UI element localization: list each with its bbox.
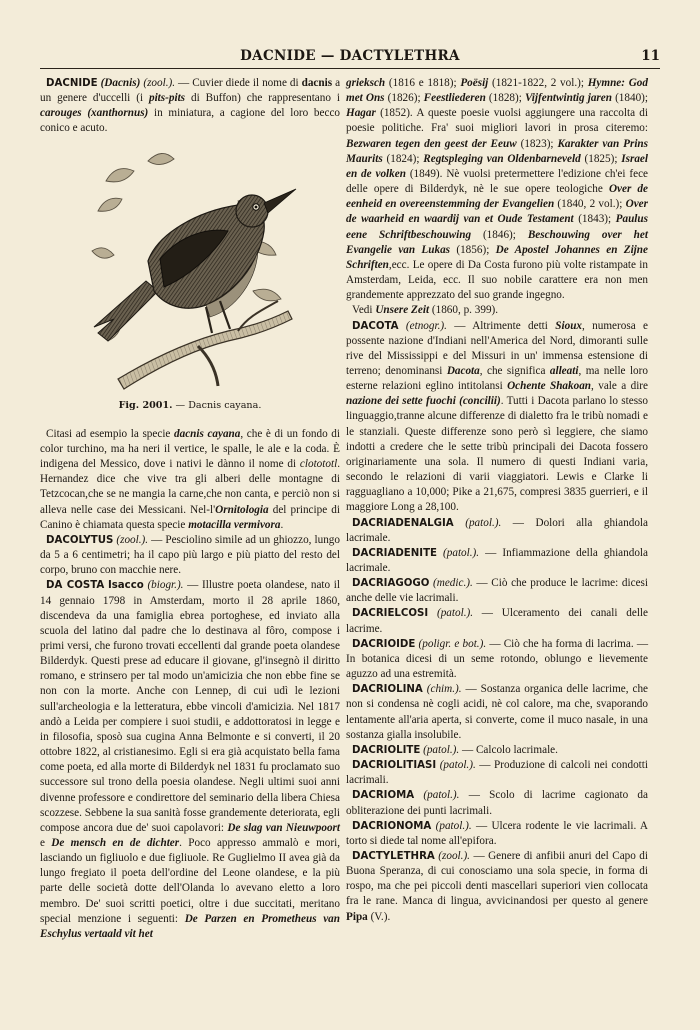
emphasis: Beschouwing over het Evangelie van Lukas	[346, 228, 648, 256]
entry-text: (1828);	[485, 92, 525, 105]
entry-text: (V.).	[367, 910, 391, 923]
latin-name: (Dacnis)	[100, 77, 141, 89]
entry-text: — Scolo di lacrime cagionato da obliterazione dei punti lacrimali.	[346, 789, 648, 817]
entry-dacriadenite	[346, 546, 648, 576]
entry-text: (1826);	[384, 92, 424, 105]
entry-tag: (patol.).	[423, 789, 460, 802]
see-also	[346, 303, 648, 318]
bird-figure	[40, 141, 340, 396]
emphasis: Over de eenheid en overeenstemming der Evangelien	[346, 183, 648, 211]
entry-text: . Poco appresso ammalò e mori, lasciando un figliuolo e due figliuole. Re Guglielmo II avea già da lungo fregiato il poeta dell'ordine del Leone olandese, e la più parte delle società dotte dell'Olanda lo avevano eletto a loro membro. De' suoi scritti poetici, oltre i due succitati, meritano special menzione i seguenti:	[40, 837, 341, 925]
headword: DACRIOMA	[352, 790, 415, 802]
headword: DACNIDE	[46, 78, 98, 89]
emphasis: De mensch en de dichter	[51, 837, 180, 849]
emphasis: Karakter van Prins Maurits	[346, 137, 649, 165]
entry-tag: (patol.).	[436, 607, 474, 620]
entry-text: — Dolori alla ghiandola lacrimale.	[346, 516, 648, 544]
entry-text: (1840);	[611, 92, 649, 105]
entry-text: (1824);	[382, 152, 424, 165]
entry-tag: (patol.).	[435, 819, 472, 832]
entry-tag: (chim.).	[426, 683, 462, 696]
emphasis: De slag van Nieuwpoort	[227, 821, 340, 834]
emphasis: De Apostel Johannes en Zijne Schriften	[346, 243, 648, 271]
entry-text: ,ecc. Le opere di Da Costa furono più volte ristampate in Amsterdam, Leida, ecc. Il suo nobile carattere era non men grandemente apprezzato del suo grande ingegno.	[346, 258, 648, 302]
headword: DACRIOLINA	[352, 684, 423, 696]
entry-text: di Buffon) che rappresentano i	[185, 92, 340, 105]
entry-tag: (zool.).	[438, 849, 470, 862]
headword: DACOTA	[352, 320, 399, 332]
bird-illustration-icon	[88, 141, 298, 391]
entry-dacosta	[40, 578, 340, 942]
entry-tag: (patol.).	[465, 516, 502, 529]
entry-text: — Ciò che produce le lacrime: dicesi anche delle vie lacrimali.	[346, 577, 648, 605]
entry-text: in miniatura, a cagione del loro becco conico e acuto.	[40, 107, 341, 135]
entry-text: Citasi ad esempio la specie	[46, 427, 174, 440]
headword: DACRIOLITE	[352, 744, 421, 756]
entry-tag: (biogr.).	[147, 579, 184, 592]
entry-text: — Sostanza organica delle lacrime, che non si condensa nè cogli acidi, nè col calore, ma che, svaporando lentamente all'aria aperta, si converte, come il muco nasale, in una sostanza gialla insolubile.	[346, 683, 649, 741]
entry-text: (1840, 2 vol.);	[554, 198, 626, 211]
entry-tag: (patol.).	[443, 546, 480, 559]
entry-dacrielcosi	[346, 606, 648, 636]
entry-text: — Ulcera rodente le vie lacrimali. A torto si diede tal nome all'epifora.	[346, 819, 648, 847]
left-column	[40, 76, 340, 942]
entry-text: . Tutti i Dacota parlano lo stesso linguaggio,tranne alcune differenze di dialetto fra le tribù nomadi e le stanziali. Queste differenze sono però sì leggiere, che siamo indotti a credere che le sette tribù principali dei Dacota fossero originariamente una sola. Il numero di questi Indiani varia, secondo le relazioni di varii viaggiatori. Lewis e Clarke li ragguagliano a 10,000; Pike a 21,675, compresi 3835 guerrieri, e il maggiore Long a 28,100.	[346, 395, 648, 514]
emphasis: motacilla vermivora	[188, 518, 281, 531]
entry-dacolytus	[40, 533, 340, 578]
entry-text: , che è di un fondo di color turchino, ma ha neri il vertice, le spalle, le ale e la coda. È indigena del Messico, dove i nativi le dànno il nome di	[40, 427, 340, 471]
entry-text: (1846);	[471, 228, 528, 241]
emphasis: De Parzen en Prometheus van Eschylus vertaald vit het	[40, 912, 340, 940]
entry-dacnide	[40, 76, 340, 137]
emphasis: Hymne: God met Ons	[346, 77, 648, 105]
headword: DACRIELCOSI	[352, 608, 429, 620]
caption-label: Fig. 2001.	[118, 399, 173, 411]
entry-text: del principe di Canino è chiamata questa specie	[40, 503, 340, 531]
emphasis: Unsere Zeit	[375, 304, 430, 317]
entry-text: — Genere di anfibii anuri del Capo di Buona Speranza, di cui conosciamo una sola specie, in forma di rospo, ma che pei piccoli denti mascellari superiori vien collocata fra le rane. Manca di lingua, avvicinandosi per questo al genere	[346, 849, 649, 908]
emphasis: dacnis cayana	[174, 427, 241, 440]
headword: DACRIADENITE	[352, 547, 437, 559]
entry-dacriolina	[346, 682, 648, 743]
emphasis: Paulus eene Schriftbeschouwing	[346, 213, 648, 241]
entry-text: , vale a dire	[591, 380, 648, 393]
entry-text: e	[40, 837, 52, 849]
emphasis: Regtspleging van Oldenbarneveld	[423, 152, 581, 165]
emphasis: Vijfentwintig jaren	[524, 92, 612, 105]
emphasis: grieksch	[346, 77, 386, 89]
entry-text: — Ulceramento dei canali delle lacrime.	[346, 607, 649, 635]
entry-text: — Produzione di calcoli nei condotti lacrimali.	[346, 759, 648, 787]
headword: DACTYLETHRA	[352, 850, 435, 862]
entry-tag: (patol.).	[423, 743, 460, 756]
entry-text: a un genere d'uccelli (i	[40, 77, 341, 105]
headword: DACRIADENALGIA	[352, 517, 454, 529]
headword: DACRIONOMA	[352, 820, 432, 832]
emphasis: clotototl	[299, 458, 338, 471]
entry-dacrionoma	[346, 819, 648, 849]
entry-text: , ma nelle loro esterne relazioni eglino intitolansi	[346, 364, 648, 393]
caption-text: — Dacnis cayana.	[175, 399, 262, 411]
emphasis: Hagar	[346, 107, 376, 120]
entry-dacota	[346, 319, 648, 516]
entry-dacrioma	[346, 788, 648, 818]
entry-dacriolite	[346, 743, 648, 758]
emphasis: Sioux	[555, 319, 583, 332]
entry-text: , che significa	[479, 364, 550, 377]
entry-text: .	[280, 518, 284, 531]
emphasis: Dacota	[446, 364, 480, 377]
entry-text: Vedi	[352, 304, 376, 317]
running-title: DACNIDE — DACTYLETHRA	[240, 48, 460, 64]
entry-dacriolitiasi	[346, 758, 648, 788]
entry-text: , numerosa e possente nazione d'Indiani nell'America del Nord, dimoranti sulle rive del Mississippi e del Missuri in un' immensa estensione di terreno; denominansi	[346, 319, 648, 377]
emphasis: nazione dei sette fuochi (concilii)	[346, 395, 501, 408]
page-number: 11	[641, 48, 660, 64]
entry-text: (1856);	[450, 243, 496, 256]
emphasis: Bezwaren tegen den geest der Eeuw	[346, 137, 517, 150]
right-column	[346, 76, 648, 925]
emphasis: pits-pits	[148, 92, 186, 105]
emphasis: Feestliederen	[423, 92, 486, 105]
emphasis: Over de waarheid en waardij van et Oude Testament	[346, 198, 648, 226]
entry-tag: (zool.).	[116, 533, 149, 546]
entry-tag: (medic.).	[433, 577, 473, 590]
entry-text: — Altrimente detti	[446, 319, 556, 332]
entry-text: — Infiammazione della ghiandola lacrimale.	[346, 546, 649, 574]
page-header	[40, 48, 660, 69]
headword: DA COSTA	[46, 580, 105, 592]
entry-text: — Cuvier diede il nome di	[175, 77, 302, 89]
entry-text: (1821-1822, 2 vol.);	[488, 77, 588, 89]
entry-text: (1823);	[516, 137, 558, 150]
entry-text: (1860, p. 399).	[429, 304, 499, 317]
entry-tag: (patol.).	[439, 759, 476, 772]
entry-dactylethra	[346, 849, 648, 925]
emphasis: Ornitologia	[215, 503, 269, 516]
headword: DACRIAGOGO	[352, 578, 430, 590]
entry-text: — Calcolo lacrimale.	[459, 743, 558, 756]
headword-name: Isacco	[107, 580, 144, 592]
cross-reference: Pipa	[346, 910, 368, 923]
entry-text: — Pesciolino simile ad un ghiozzo, lungo da 5 a 6 centimetri; ha il capo più largo e più piatto del resto del corpo, bruno con macchie nere.	[40, 533, 340, 577]
entry-text: (1852). A queste poesie vuolsi aggiungere una raccolta di poesie politiche. Fra' suoi migliori lavori in prosa citeremo:	[346, 107, 648, 135]
entry-tag: (etnogr.).	[405, 319, 447, 332]
headword: DACRIOIDE	[352, 638, 416, 650]
entry-text: (1816 e 1818);	[385, 77, 461, 89]
entry-tag: (poligr. e bot.).	[418, 637, 487, 650]
entry-dacriagogo	[346, 576, 648, 606]
emphasis: Ochente Shakoan	[507, 380, 592, 393]
emphasis: alleati	[549, 364, 579, 377]
entry-text: — Illustre poeta olandese, nato il 14 gennaio 1798 in Amsterdam, morto il 28 aprile 1860, discendeva da una famiglia ebrea portoghese, ed inviato alla scuola del latino dal padre che lo destinava al fôro, compose i primi versi, che furono trovati eccellenti dal grande poeta olandese Bilderdyk. Questi prese ad educare il giovane, gl'insegnò il diritto romano, e strinsero per tal modo un'amicizia che non ebbe fine se non con la morte. Anche con Lennep, di cui udì le lezioni sull'archeologia e la letteratura, ebbe vincoli d'amicizia. Nel 1817 andò a Leida per compiere i suoi studii, e addottoratosi in legge e in filosofia, sposò sua cugina Anna Belmonte e si converti, il 20 ottobre 1822, al cristianesimo. Egli si era già acquistato bella fama come poeta, ed alla morte di Bilderdyk nel 1831 fu proclamato suo successore sul trono della poesia olandese. Negli ultimi suoi anni divenne professore e condirettore del seminario della libera Chiesa scozzese. Sebbene la sua sanità fosse grandemente deteriorata, egli compose ancora due de' suoi capolavori:	[40, 579, 341, 834]
entry-dacrioide	[346, 637, 648, 682]
entry-dacnide-continued	[40, 427, 340, 533]
emphasis: dacnis	[301, 77, 333, 89]
emphasis: carouges (xanthornus)	[40, 107, 149, 120]
entry-text: (1825);	[580, 152, 622, 165]
headword: DACRIOLITIASI	[352, 760, 437, 772]
headword: DACOLYTUS	[46, 534, 114, 546]
entry-text: (1849). Nè vuolsi pretermettere l'edizione ch'ei fece delle opere di Bilderdyk, nè le sue opere teologiche	[346, 167, 648, 196]
emphasis: Poësij	[460, 77, 489, 89]
entry-text: . Hernandez dice che vive tra gli alberi delle montagne di Tetzcocan,che se ne mangia la carne,che non canta, e perciò non si alleva nelle case dei Messicani. Nel-l'	[40, 458, 340, 516]
entry-dacriadenalgia	[346, 516, 648, 546]
entry-dacosta-continued	[346, 76, 648, 303]
figure-caption	[40, 398, 340, 413]
emphasis: Israel en de volken	[346, 152, 648, 180]
entry-tag: (zool.).	[143, 77, 176, 89]
entry-text: (1843);	[573, 213, 616, 226]
entry-text: — Ciò che ha forma di lacrima. — In botanica dicesi di un seme rotondo, oblungo e lievemente aguzzo ad una estremità.	[346, 637, 649, 681]
